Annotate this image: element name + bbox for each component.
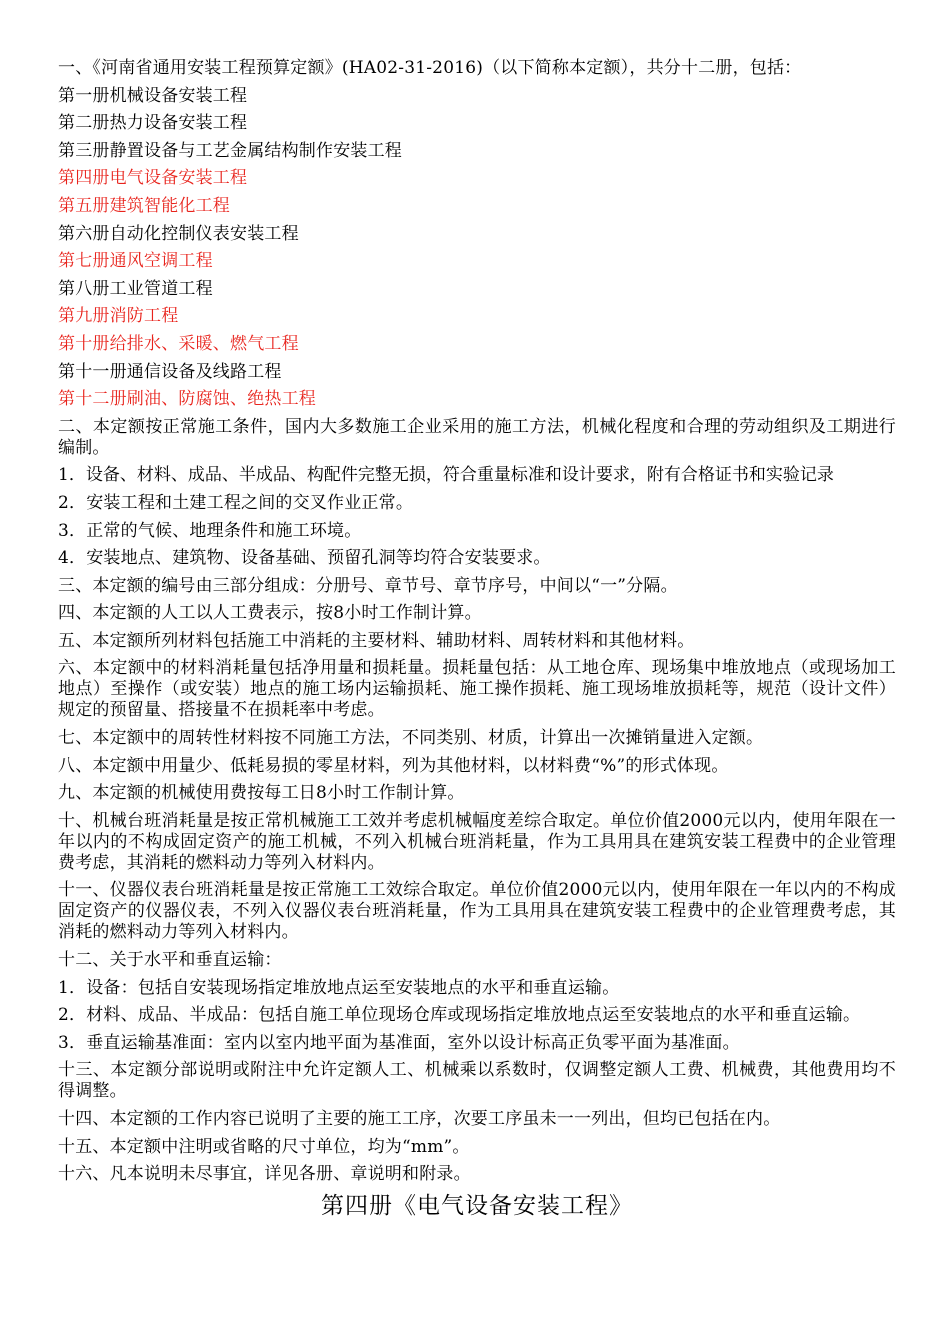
clause-2-item-2: 2．安装工程和土建工程之间的交叉作业正常。: [58, 492, 414, 513]
document-page: [58, 58, 896, 1220]
clause-6: 六、本定额中的材料消耗量包括净用量和损耗量。损耗量包括：从工地仓库、现场集中堆放地点（或现场加工地点）至操作（或安装）地点的施工场内运输损耗、施工操作损耗、施工现场堆放损耗等，规范（设计文件）规定的预留量、搭接量不在损耗率中考虑。: [58, 658, 896, 721]
clause-2-item-3: 3．正常的气候、地理条件和施工环境。: [58, 520, 362, 541]
volume-item-3: 第三册静置设备与工艺金属结构制作安装工程: [58, 140, 402, 161]
clause-12-item-2: 2．材料、成品、半成品：包括自施工单位现场仓库或现场指定堆放地点运至安装地点的水平和垂直运输。: [58, 1005, 861, 1026]
volume-list: [58, 86, 896, 411]
volume-item-6: 第六册自动化控制仪表安装工程: [58, 223, 299, 244]
clause-16: 十六、凡本说明未尽事宜，详见各册、章说明和附录。: [58, 1164, 471, 1185]
volume-item-12: 第十二册刷油、防腐蚀、绝热工程: [58, 389, 316, 410]
clause-8: 八、本定额中用量少、低耗易损的零星材料，列为其他材料，以材料费“%”的形式体现。: [58, 755, 729, 776]
section-heading: 第四册《电气设备安装工程》: [321, 1192, 633, 1219]
volume-item-8: 第八册工业管道工程: [58, 278, 213, 299]
volume-item-10: 第十册给排水、采暖、燃气工程: [58, 333, 299, 354]
clause-10: 十、机械台班消耗量是按正常机械施工工效并考虑机械幅度差综合取定。单位价值2000元以内，使用年限在一年以内的不构成固定资产的施工机械，不列入机械台班消耗量，作为工具用具在建筑安装工程费中的企业管理费考虑，其消耗的燃料动力等列入材料内。: [58, 810, 896, 873]
clause-11: 十一、仪器仪表台班消耗量是按正常施工工效综合取定。单位价值2000元以内，使用年限在一年以内的不构成固定资产的仪器仪表，不列入仪器仪表台班消耗量，作为工具用具在建筑安装工程费中的企业管理费考虑，其消耗的燃料动力等列入材料内。: [58, 880, 896, 943]
volume-item-4: 第四册电气设备安装工程: [58, 168, 248, 189]
clause-9: 九、本定额的机械使用费按每工日8小时工作制计算。: [58, 783, 465, 804]
clause-4: 四、本定额的人工以人工费表示，按8小时工作制计算。: [58, 603, 482, 624]
clause-2-item-1: 1．设备、材料、成品、半成品、构配件完整无损，符合重量标准和设计要求，附有合格证书和实验记录: [58, 465, 834, 486]
clause-13: 十三、本定额分部说明或附注中允许定额人工、机械乘以系数时，仅调整定额人工费、机械费，其他费用均不得调整。: [58, 1060, 896, 1102]
volume-item-7: 第七册通风空调工程: [58, 251, 213, 272]
clause-12: 十二、关于水平和垂直运输：: [58, 950, 282, 971]
clause-12-item-1: 1．设备：包括自安装现场指定堆放地点运至安装地点的水平和垂直运输。: [58, 977, 620, 998]
volume-item-11: 第十一册通信设备及线路工程: [58, 361, 282, 382]
clause-14: 十四、本定额的工作内容已说明了主要的施工工序，次要工序虽未一一列出，但均已包括在内。: [58, 1109, 781, 1129]
clause-5: 五、本定额所列材料包括施工中消耗的主要材料、辅助材料、周转材料和其他材料。: [58, 630, 695, 651]
clause-list: [58, 417, 896, 1185]
clause-7: 七、本定额中的周转性材料按不同施工方法，不同类别、材质，计算出一次摊销量进入定额。: [58, 728, 764, 749]
clause-2: 二、本定额按正常施工条件，国内大多数施工企业采用的施工方法，机械化程度和合理的劳动组织及工期进行编制。: [58, 416, 896, 458]
intro-paragraph: 一、《河南省通用安装工程预算定额》(HA02-31-2016)（以下简称本定额），共分十二册，包括：: [58, 58, 802, 78]
volume-item-9: 第九册消防工程: [58, 306, 179, 327]
clause-3: 三、本定额的编号由三部分组成：分册号、章节号、章节序号，中间以“一”分隔。: [58, 575, 678, 596]
volume-item-1: 第一册机械设备安装工程: [58, 85, 248, 106]
volume-item-5: 第五册建筑智能化工程: [58, 195, 230, 216]
clause-15: 十五、本定额中注明或省略的尺寸单位，均为“mm”。: [58, 1136, 470, 1157]
clause-2-item-4: 4．安装地点、建筑物、设备基础、预留孔洞等均符合安装要求。: [58, 548, 551, 569]
volume-item-2: 第二册热力设备安装工程: [58, 113, 248, 134]
clause-12-item-3: 3．垂直运输基准面：室内以室内地平面为基准面，室外以设计标高正负零平面为基准面。: [58, 1032, 740, 1053]
